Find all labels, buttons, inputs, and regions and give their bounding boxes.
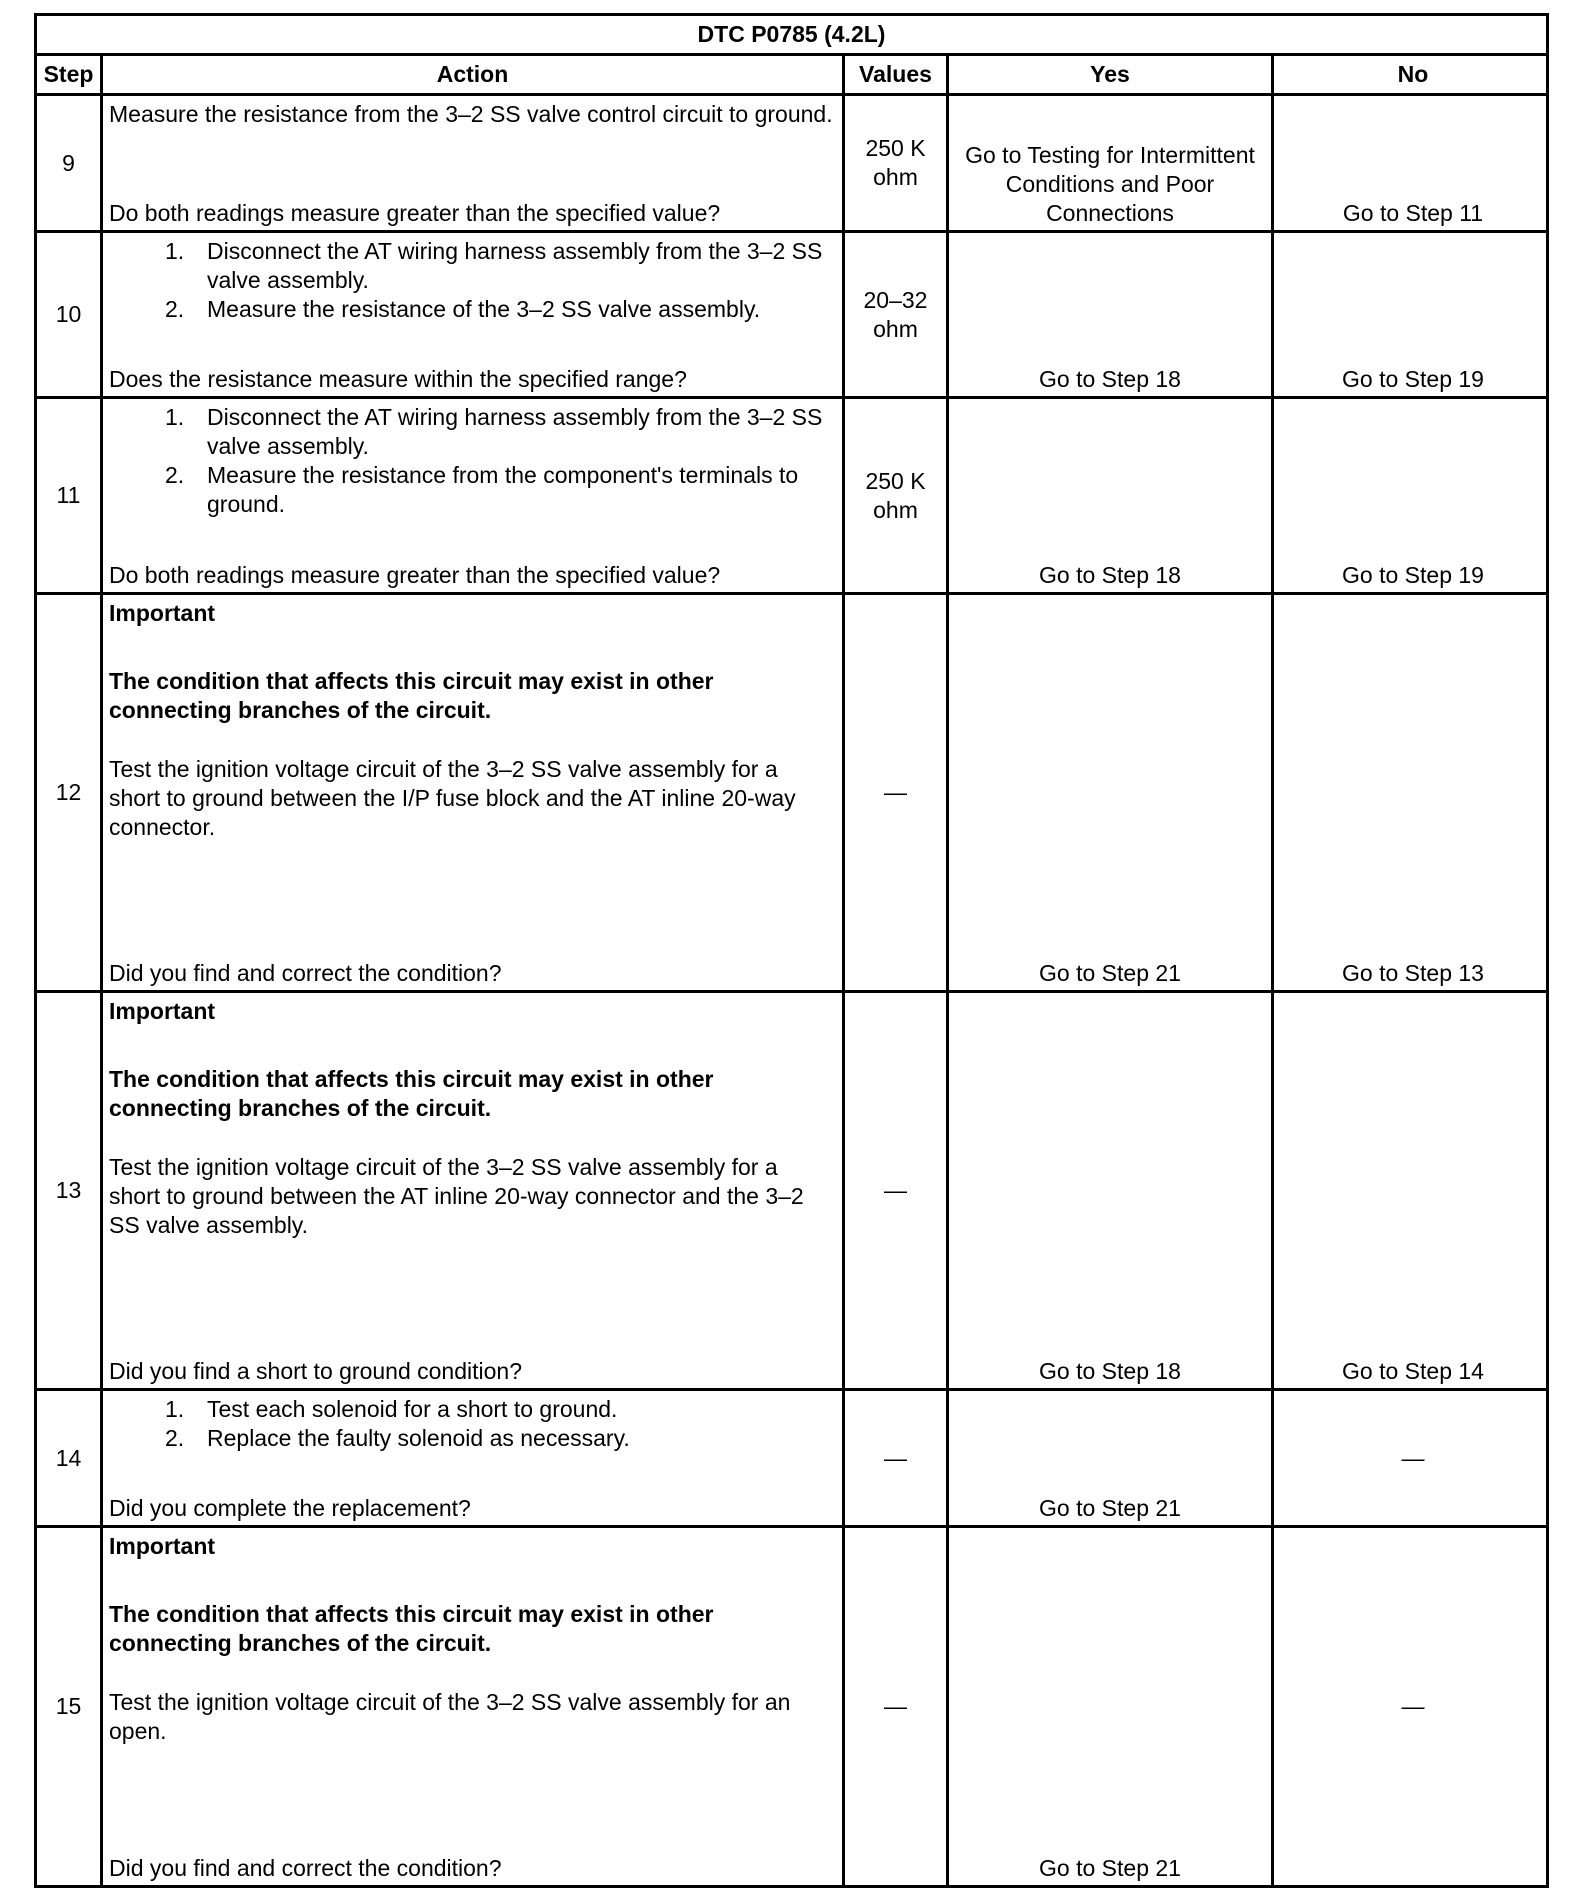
table-title: DTC P0785 (4.2L): [37, 16, 1546, 56]
list-item: 1. Test each solenoid for a short to ground.: [165, 1396, 618, 1422]
step-number: 15: [37, 1528, 103, 1885]
no-cell: Go to Step 14: [1342, 1358, 1484, 1384]
action-cell: [103, 399, 845, 592]
important-text: The condition that affects this circuit may exist in other connecting branches of the circuit.: [109, 668, 714, 723]
diagnostic-table: [34, 13, 1549, 1888]
table-row: [37, 993, 1546, 1391]
important-text: The condition that affects this circuit may exist in other connecting branches of the circuit.: [109, 1601, 714, 1656]
action-cell: [103, 993, 845, 1388]
action-text: Measure the resistance from the 3–2 SS valve control circuit to ground.: [109, 101, 833, 127]
yes-cell: Go to Step 18: [949, 399, 1274, 592]
list-item: 2. Replace the faulty solenoid as necessary.: [165, 1425, 630, 1451]
yes-cell: Go to Step 18: [949, 233, 1274, 396]
action-text: Test the ignition voltage circuit of the 3–2 SS valve assembly for an open.: [109, 1689, 791, 1744]
action-question: Do both readings measure greater than the specified value?: [109, 562, 721, 588]
no-cell: —: [1401, 1444, 1425, 1471]
action-question: Did you find a short to ground condition?: [109, 1358, 522, 1384]
action-list: [109, 237, 834, 324]
no-cell: Go to Step 11: [1342, 200, 1484, 226]
action-question: Did you find and correct the condition?: [109, 1855, 502, 1881]
no-cell: Go to Step 13: [1342, 960, 1484, 986]
table-row: [37, 1528, 1546, 1885]
action-cell: [103, 595, 845, 990]
header-step: Step: [37, 56, 103, 93]
action-question: Did you find and correct the condition?: [109, 960, 502, 986]
table-row: [37, 233, 1546, 399]
header-row: [37, 56, 1546, 96]
values-cell: —: [845, 595, 949, 990]
step-number: 12: [37, 595, 103, 990]
values-cell: 250 K ohm: [845, 399, 949, 592]
action-list: [109, 1395, 834, 1453]
no-cell: Go to Step 19: [1342, 366, 1484, 392]
values-cell: —: [845, 1528, 949, 1885]
yes-cell: Go to Step 21: [949, 1391, 1274, 1525]
table-row: [37, 595, 1546, 993]
yes-cell: Go to Testing for Intermittent Conditions and Poor Connections: [949, 96, 1274, 230]
no-cell: Go to Step 19: [1342, 562, 1484, 588]
table-row: [37, 1391, 1546, 1528]
action-question: Did you complete the replacement?: [109, 1495, 471, 1521]
values-cell: —: [845, 1391, 949, 1525]
action-text: Test the ignition voltage circuit of the 3–2 SS valve assembly for a short to ground between the I/P fuse block and the AT inline 20-way connector.: [109, 756, 796, 840]
important-label: Important: [109, 998, 216, 1024]
important-label: Important: [109, 1533, 216, 1559]
no-cell: —: [1401, 1693, 1425, 1719]
step-number: 13: [37, 993, 103, 1388]
important-text: The condition that affects this circuit may exist in other connecting branches of the circuit.: [109, 1066, 714, 1121]
important-label: Important: [109, 600, 216, 626]
action-question: Does the resistance measure within the specified range?: [109, 366, 687, 392]
list-item: 1. Disconnect the AT wiring harness assembly from the 3–2 SS valve assembly.: [165, 404, 823, 459]
list-item: 2. Measure the resistance from the component's terminals to ground.: [165, 462, 799, 517]
list-item: 1. Disconnect the AT wiring harness assembly from the 3–2 SS valve assembly.: [165, 238, 823, 293]
action-cell: [103, 1528, 845, 1885]
yes-cell: Go to Step 18: [949, 993, 1274, 1388]
table-row: [37, 96, 1546, 233]
list-item: 2. Measure the resistance of the 3–2 SS valve assembly.: [165, 296, 761, 322]
header-values: Values: [845, 56, 949, 93]
action-cell: [103, 1391, 845, 1525]
header-action: Action: [103, 56, 845, 93]
step-number: 9: [37, 96, 103, 230]
action-text: Test the ignition voltage circuit of the 3–2 SS valve assembly for a short to ground between the AT inline 20-way connector and the 3–2 SS valve assembly.: [109, 1154, 804, 1238]
step-number: 14: [37, 1391, 103, 1525]
step-number: 10: [37, 233, 103, 396]
action-cell: [103, 233, 845, 396]
action-question: Do both readings measure greater than the specified value?: [109, 200, 721, 226]
values-cell: 250 K ohm: [845, 96, 949, 230]
values-cell: —: [845, 993, 949, 1388]
header-no: No: [1397, 61, 1429, 87]
values-cell: 20–32 ohm: [845, 233, 949, 396]
action-cell: [103, 96, 845, 230]
yes-cell: Go to Step 21: [949, 595, 1274, 990]
yes-cell: Go to Step 21: [949, 1528, 1274, 1885]
table-row: [37, 399, 1546, 595]
step-number: 11: [37, 399, 103, 592]
header-yes: Yes: [949, 56, 1274, 93]
action-list: [109, 403, 834, 519]
